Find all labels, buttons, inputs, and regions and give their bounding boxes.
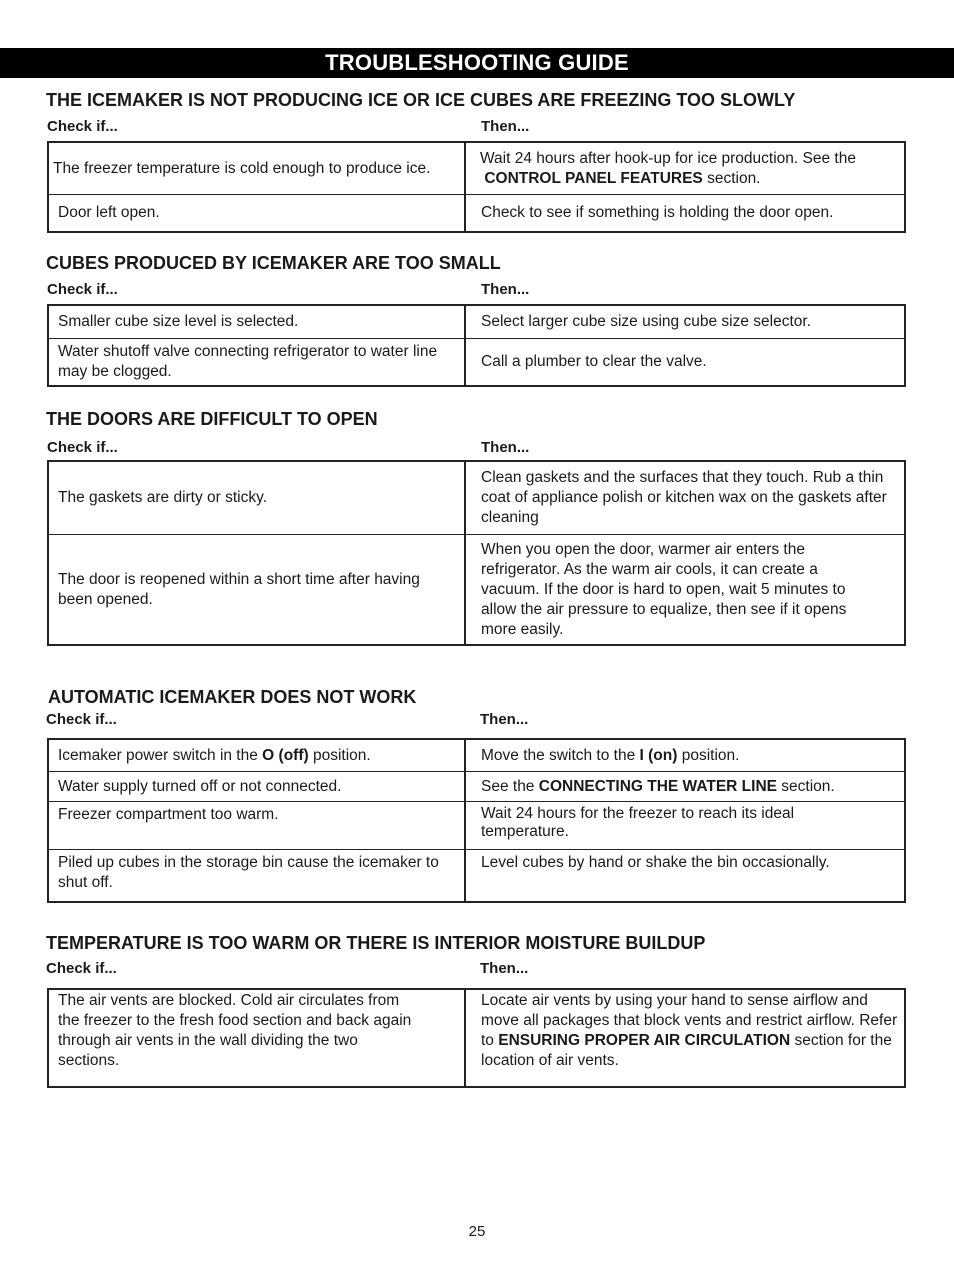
check-cell: Smaller cube size level is selected. xyxy=(49,306,466,338)
section-title: TEMPERATURE IS TOO WARM OR THERE IS INTERIOR MOISTURE BUILDUP xyxy=(46,933,706,953)
section-title: THE DOORS ARE DIFFICULT TO OPEN xyxy=(46,409,378,429)
table-row xyxy=(49,338,904,385)
check-cell: Freezer compartment too warm. xyxy=(49,802,466,849)
page-title: TROUBLESHOOTING GUIDE xyxy=(325,50,629,75)
check-cell: The gaskets are dirty or sticky. xyxy=(49,462,466,534)
check-label: Check if... xyxy=(46,711,117,728)
then-cell: Move the switch to the I (on) position. xyxy=(481,746,740,764)
check-cell: Water shutoff valve connecting refrigerator to water line may be clogged. xyxy=(49,339,466,385)
table-row xyxy=(49,849,904,901)
table-row xyxy=(49,306,904,338)
table-row xyxy=(49,740,904,771)
table-row xyxy=(49,771,904,801)
check-cell: Door left open. xyxy=(49,195,466,231)
table-row xyxy=(49,194,904,231)
check-label: Check if... xyxy=(46,960,117,977)
check-cell: The door is reopened within a short time after having been opened. xyxy=(49,535,466,644)
troubleshoot-table xyxy=(47,141,906,233)
check-cell: The freezer temperature is cold enough to produce ice. xyxy=(49,143,466,194)
then-cell: Wait 24 hours for the freezer to reach its ideal temperature. xyxy=(481,805,795,840)
then-cell: Locate air vents by using your hand to sense airflow and move all packages that block vents and restrict airflow. Refer to ENSURING PROPER AIR CIRCULATION section for the location of air vents. xyxy=(481,992,898,1069)
troubleshoot-table xyxy=(47,988,906,1088)
check-label: Check if... xyxy=(47,118,118,135)
section-title: CUBES PRODUCED BY ICEMAKER ARE TOO SMALL xyxy=(46,253,501,273)
troubleshoot-table xyxy=(47,304,906,387)
page-number: 25 xyxy=(468,1223,486,1240)
table-row xyxy=(49,534,904,644)
then-cell: Check to see if something is holding the door open. xyxy=(481,204,834,221)
troubleshoot-table xyxy=(47,738,906,903)
section-title: AUTOMATIC ICEMAKER DOES NOT WORK xyxy=(48,687,417,707)
section-title: THE ICEMAKER IS NOT PRODUCING ICE OR ICE CUBES ARE FREEZING TOO SLOWLY xyxy=(46,90,796,110)
check-cell: The air vents are blocked. Cold air circulates from the freezer to the fresh food section and back again through air vents in the wall dividing the two sections. xyxy=(49,990,466,1086)
table-row xyxy=(49,143,904,194)
table-row xyxy=(49,462,904,534)
then-label: Then... xyxy=(481,281,530,298)
then-label: Then... xyxy=(481,439,530,456)
then-cell: Call a plumber to clear the valve. xyxy=(481,353,707,370)
troubleshoot-table xyxy=(47,460,906,646)
then-label: Then... xyxy=(480,960,529,977)
check-cell: Icemaker power switch in the O (off) position. xyxy=(49,740,466,771)
then-label: Then... xyxy=(480,711,529,728)
check-label: Check if... xyxy=(47,281,118,298)
table-row xyxy=(49,990,904,1086)
page-title-banner xyxy=(0,48,954,78)
then-cell: Wait 24 hours after hook-up for ice production. See the CONTROL PANEL FEATURES section. xyxy=(480,149,856,187)
check-label: Check if... xyxy=(47,439,118,456)
check-cell: Piled up cubes in the storage bin cause the icemaker to shut off. xyxy=(49,850,466,901)
table-row xyxy=(49,801,904,849)
then-cell: Select larger cube size using cube size selector. xyxy=(481,313,811,330)
then-cell: Level cubes by hand or shake the bin occasionally. xyxy=(481,854,830,871)
then-cell: Clean gaskets and the surfaces that they touch. Rub a thin coat of appliance polish or kitchen wax on the gaskets after cleaning xyxy=(481,469,887,526)
then-cell: When you open the door, warmer air enters the refrigerator. As the warm air cools, it can create a vacuum. If the door is hard to open, wait 5 minutes to allow the air pressure to equalize, then see if it opens more easily. xyxy=(481,540,847,638)
then-cell: See the CONNECTING THE WATER LINE section. xyxy=(481,777,835,795)
check-cell: Water supply turned off or not connected. xyxy=(49,772,466,801)
then-label: Then... xyxy=(481,118,530,135)
